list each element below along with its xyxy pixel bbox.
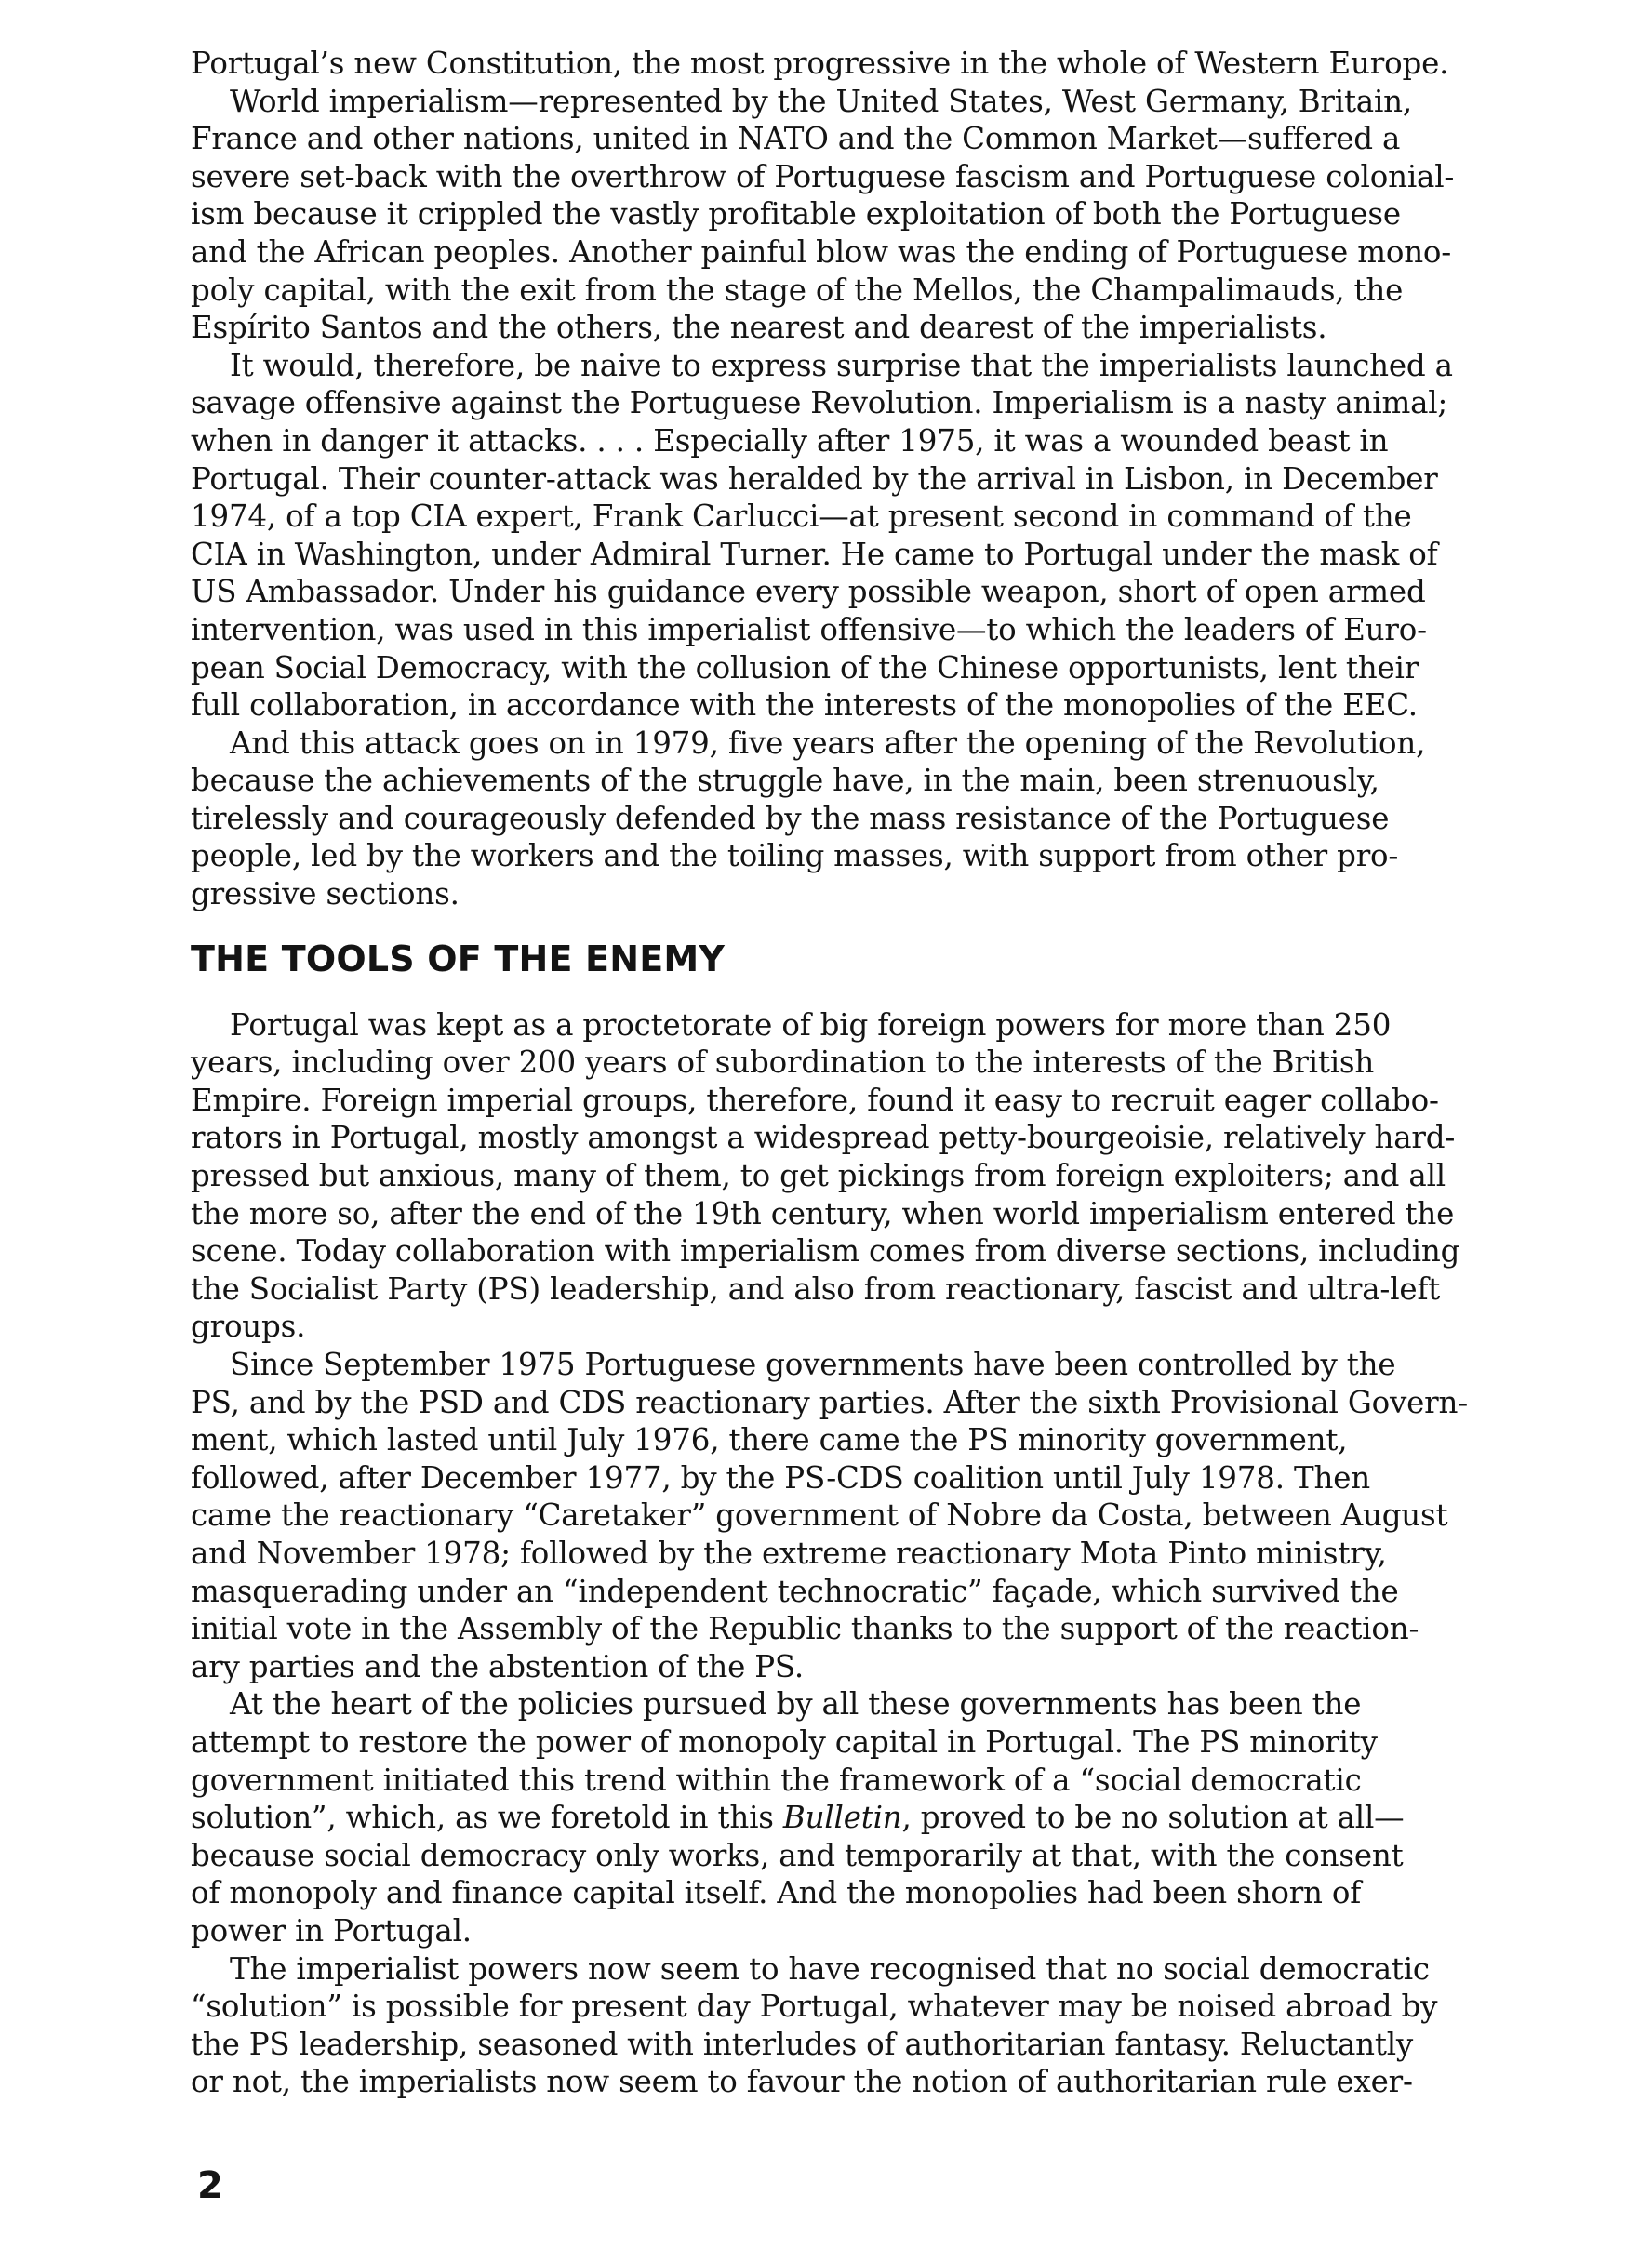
text-line: people, led by the workers and the toiling masses, with support from other pro- — [191, 838, 1399, 874]
text-line: PS, and by the PSD and CDS reactionary parties. After the sixth Provisional Govern- — [191, 1384, 1468, 1420]
text-line: groups. — [191, 1309, 306, 1345]
text-line: The imperialist powers now seem to have recognised that no social democratic — [230, 1950, 1430, 1987]
text-line: initial vote in the Assembly of the Republic thanks to the support of the reaction- — [191, 1611, 1419, 1647]
text-line: followed, after December 1977, by the PS-CDS coalition until July 1978. Then — [191, 1459, 1370, 1496]
text-line: “solution” is possible for present day Portugal, whatever may be noised abroad by — [191, 1989, 1438, 2025]
text-line: France and other nations, united in NATO and the Common Market—suffered a — [191, 121, 1401, 157]
text-line: pean Social Democracy, with the collusion of the Chinese opportunists, lent their — [191, 649, 1419, 685]
text-line: intervention, was used in this imperialist offensive—to which the leaders of Euro- — [191, 611, 1427, 647]
text-line: solution”, which, as we foretold in this Bulletin, proved to be no solution at all— — [191, 1800, 1405, 1836]
text-line: government initiated this trend within the framework of a “social democratic — [191, 1762, 1362, 1798]
text-line: full collaboration, in accordance with the interests of the monopolies of the EEC. — [191, 687, 1418, 724]
text-line: ism because it crippled the vastly profitable exploitation of both the Portuguese — [191, 196, 1401, 233]
text-line: of monopoly and finance capital itself. And the monopolies had been shorn of — [191, 1875, 1362, 1911]
text-line: poly capital, with the exit from the stage of the Mellos, the Champalimauds, the — [191, 272, 1404, 308]
text-line: 1974, of a top CIA expert, Frank Carlucci—at present second in command of the — [191, 499, 1412, 535]
text-line: rators in Portugal, mostly amongst a widespread petty-bourgeoisie, relatively hard- — [191, 1120, 1456, 1156]
text-line: World imperialism—represented by the United States, West Germany, Britain, — [230, 83, 1413, 119]
text-line: when in danger it attacks. . . . Especially after 1975, it was a wounded beast in — [191, 422, 1389, 459]
text-line: the Socialist Party (PS) leadership, and also from reactionary, fascist and ultra-left — [191, 1271, 1441, 1307]
text-line: attempt to restore the power of monopoly capital in Portugal. The PS minority — [191, 1723, 1378, 1760]
text-line: savage offensive against the Portuguese Revolution. Imperialism is a nasty animal; — [191, 385, 1448, 421]
page-number: 2 — [197, 2164, 223, 2207]
body-text-after-heading — [191, 1006, 1502, 2101]
text-line: and the African peoples. Another painful blow was the ending of Portuguese mono- — [191, 233, 1452, 270]
text-line: US Ambassador. Under his guidance every possible weapon, short of open armed — [191, 574, 1426, 610]
text-line: At the heart of the policies pursued by all these governments has been the — [230, 1686, 1362, 1723]
paragraph — [191, 1950, 1502, 2101]
paragraph — [191, 1006, 1502, 1346]
section-heading: THE TOOLS OF THE ENEMY — [191, 938, 726, 979]
text-line: tirelessly and courageously defended by the mass resistance of the Portuguese — [191, 800, 1390, 836]
text-line: ary parties and the abstention of the PS. — [191, 1648, 804, 1684]
text-line: years, including over 200 years of subordination to the interests of the British — [191, 1045, 1375, 1081]
text-line: Espírito Santos and the others, the nearest and dearest of the imperialists. — [191, 310, 1327, 346]
text-line: because the achievements of the struggle have, in the main, been strenuously, — [191, 763, 1379, 799]
text-line: Empire. Foreign imperial groups, therefore, found it easy to recruit eager collabo- — [191, 1082, 1439, 1118]
paragraph — [191, 45, 1502, 83]
paragraph — [191, 83, 1502, 347]
text-line: gressive sections. — [191, 876, 460, 912]
text-line: power in Portugal. — [191, 1912, 472, 1949]
text-line: Portugal was kept as a proctetorate of big foreign powers for more than 250 — [230, 1006, 1392, 1043]
body-text-before-heading — [191, 45, 1502, 913]
text-line: the PS leadership, seasoned with interludes of authoritarian fantasy. Reluctantly — [191, 2026, 1414, 2062]
text-line: And this attack goes on in 1979, five years after the opening of the Revolution, — [230, 725, 1426, 761]
text-line: Portugal’s new Constitution, the most progressive in the whole of Western Europe. — [191, 46, 1449, 81]
text-line: Portugal. Their counter-attack was heralded by the arrival in Lisbon, in December — [191, 460, 1438, 497]
document-page — [191, 45, 1502, 2101]
paragraph — [191, 347, 1502, 725]
text-line: Since September 1975 Portuguese governments have been controlled by the — [230, 1347, 1396, 1382]
text-line: It would, therefore, be naive to express surprise that the imperialists launched a — [230, 347, 1453, 383]
text-line: and November 1978; followed by the extreme reactionary Mota Pinto ministry, — [191, 1535, 1387, 1571]
text-line: severe set-back with the overthrow of Portuguese fascism and Portuguese colonial- — [191, 158, 1455, 194]
text-line: came the reactionary “Caretaker” government of Nobre da Costa, between August — [191, 1497, 1448, 1534]
text-line: pressed but anxious, many of them, to get pickings from foreign exploiters; and all — [191, 1158, 1446, 1194]
text-line: because social democracy only works, and temporarily at that, with the consent — [191, 1837, 1404, 1873]
paragraph — [191, 1685, 1502, 1949]
text-line: ment, which lasted until July 1976, there came the PS minority government, — [191, 1422, 1348, 1458]
text-line: the more so, after the end of the 19th century, when world imperialism entered the — [191, 1195, 1455, 1231]
text-line: CIA in Washington, under Admiral Turner. He came to Portugal under the mask of — [191, 536, 1438, 572]
text-line: scene. Today collaboration with imperialism comes from diverse sections, including — [191, 1233, 1460, 1270]
paragraph — [191, 725, 1502, 913]
text-line: masquerading under an “independent technocratic” façade, which survived the — [191, 1573, 1399, 1609]
text-line: or not, the imperialists now seem to favour the notion of authoritarian rule exer- — [191, 2064, 1413, 2100]
paragraph — [191, 1346, 1502, 1685]
